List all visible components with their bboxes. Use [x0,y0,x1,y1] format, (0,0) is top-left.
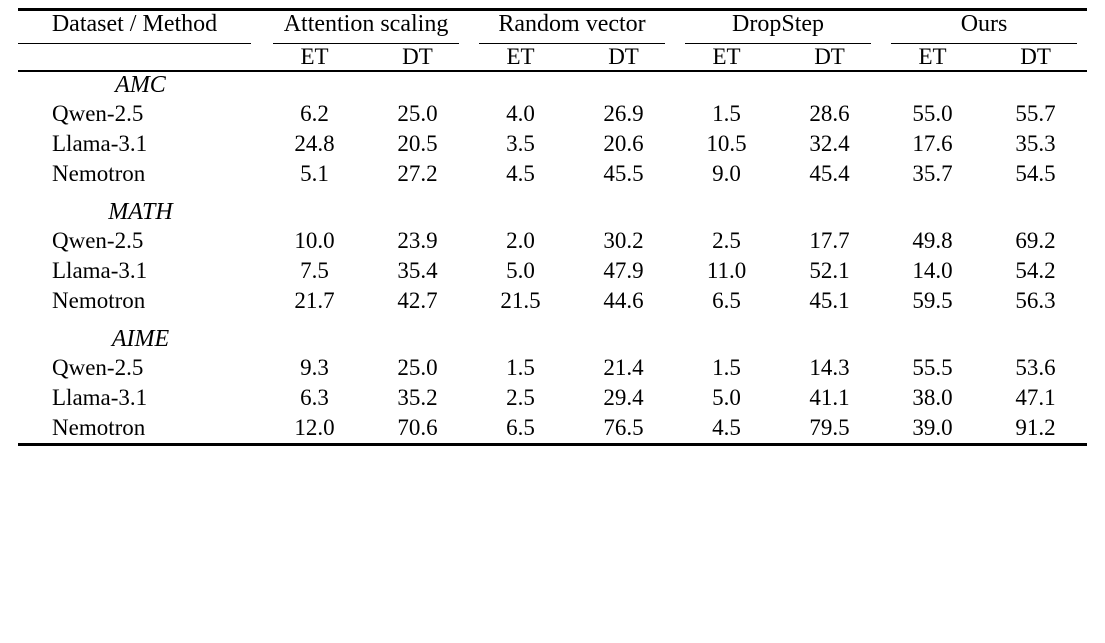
section-name: AMC [115,72,166,98]
table-row [18,413,1087,445]
header-method-group-label: Ours [891,11,1077,44]
table-cell-value: 4.5 [506,161,535,186]
table-body [18,10,1087,445]
table-cell-value: 55.5 [912,355,953,380]
row-model-name: Nemotron [52,288,146,313]
header-method-group-label: Attention scaling [273,11,459,44]
table-cell-value: 9.3 [300,355,329,380]
header-method-group [675,10,881,45]
table-cell-value: 55.0 [912,101,953,126]
table-cell-value: 69.2 [1015,228,1056,253]
table-cell-value: 5.0 [712,385,741,410]
header-metric: DT [984,44,1087,71]
table-cell-value: 79.5 [778,413,881,445]
table-cell-value: 20.5 [397,131,438,156]
table-cell-value: 5.0 [506,258,535,283]
table-cell-value: 52.1 [809,258,850,283]
table-cell-value: 9.0 [712,161,741,186]
table-cell-value: 42.7 [397,288,438,313]
table-cell-value: 25.0 [397,101,438,126]
row-model-name: Nemotron [18,413,263,445]
table-cell-value: 4.0 [506,101,535,126]
table-cell-value: 70.6 [366,413,469,445]
table-cell-value: 17.7 [809,228,850,253]
header-dataset-method-label: Dataset / Method [18,11,251,44]
row-model-name: Qwen-2.5 [52,228,144,253]
table-row [18,256,1087,286]
section-name: MATH [108,199,173,225]
table-header-groups [18,10,1087,45]
section-header-filler [263,326,1087,353]
table-cell-value: 20.6 [603,131,644,156]
table-cell-value: 54.5 [1015,161,1056,186]
row-model-name: Qwen-2.5 [52,101,144,126]
row-model-name: Nemotron [52,161,146,186]
table-cell-value: 91.2 [984,413,1087,445]
table-row [18,159,1087,189]
header-metric: ET [469,44,572,71]
table-cell-value: 3.5 [506,131,535,156]
table-row [18,129,1087,159]
table-cell-value: 25.0 [397,355,438,380]
row-model-name: Llama-3.1 [52,258,148,283]
table-cell-value: 35.2 [397,385,438,410]
table-cell-value: 4.5 [675,413,778,445]
table-cell-value: 7.5 [300,258,329,283]
table-cell-value: 38.0 [912,385,953,410]
table-cell-value: 2.5 [712,228,741,253]
table-cell-value: 6.5 [712,288,741,313]
table-cell-value: 14.0 [912,258,953,283]
table-cell-value: 47.9 [603,258,644,283]
section-spacer [18,316,1087,326]
header-metric: DT [572,44,675,71]
table-cell-value: 1.5 [712,101,741,126]
results-table [18,8,1087,446]
table-section-header [18,199,1087,226]
table-cell-value: 10.5 [706,131,747,156]
table-cell-value: 2.0 [506,228,535,253]
table-cell-value: 1.5 [506,355,535,380]
row-model-name: Llama-3.1 [52,385,148,410]
table-cell-value: 76.5 [572,413,675,445]
header-metric: ET [675,44,778,71]
table-cell-value: 11.0 [706,258,747,283]
header-method-group-label: Random vector [479,11,665,44]
table-section-header [18,71,1087,99]
section-spacer-cell [18,189,1087,199]
table-cell-value: 10.0 [294,228,335,253]
table-cell-value: 49.8 [912,228,953,253]
header-dataset-method [18,10,263,45]
table-row [18,353,1087,383]
section-header-filler [263,71,1087,99]
table-cell-value: 35.4 [397,258,438,283]
table-cell-value: 17.6 [912,131,953,156]
header-method-group-label: DropStep [685,11,871,44]
table-cell-value: 30.2 [603,228,644,253]
table-cell-value: 39.0 [881,413,984,445]
table-cell-value: 56.3 [1015,288,1056,313]
table-cell-value: 14.3 [809,355,850,380]
table-cell-value: 23.9 [397,228,438,253]
table-cell-value: 12.0 [263,413,366,445]
table-cell-value: 27.2 [397,161,438,186]
table-cell-value: 44.6 [603,288,644,313]
header-metric: ET [881,44,984,71]
table-cell-value: 53.6 [1015,355,1056,380]
section-spacer-cell [18,316,1087,326]
table-section-header [18,326,1087,353]
table-row [18,286,1087,316]
table-cell-value: 24.8 [294,131,335,156]
table-cell-value: 45.1 [809,288,850,313]
table-cell-value: 29.4 [603,385,644,410]
table-cell-value: 21.4 [603,355,644,380]
table-cell-value: 45.5 [603,161,644,186]
table-cell-value: 5.1 [300,161,329,186]
table-cell-value: 45.4 [809,161,850,186]
header-method-group [469,10,675,45]
section-header-filler [263,199,1087,226]
header-method-group [263,10,469,45]
table-cell-value: 6.5 [469,413,572,445]
table-cell-value: 21.5 [500,288,541,313]
table-cell-value: 54.2 [1015,258,1056,283]
table-cell-value: 6.2 [300,101,329,126]
header-method-group [881,10,1087,45]
header-metric: ET [263,44,366,71]
header-metric-spacer [18,44,263,71]
table-cell-value: 55.7 [1015,101,1056,126]
table-cell-value: 35.3 [1015,131,1056,156]
table-cell-value: 2.5 [506,385,535,410]
row-model-name: Llama-3.1 [52,131,148,156]
table-cell-value: 6.3 [300,385,329,410]
table-cell-value: 32.4 [809,131,850,156]
table-cell-value: 47.1 [1015,385,1056,410]
row-model-name: Qwen-2.5 [52,355,144,380]
table-cell-value: 59.5 [912,288,953,313]
table-cell-value: 41.1 [809,385,850,410]
table-row [18,383,1087,413]
table-cell-value: 28.6 [809,101,850,126]
header-metric: DT [366,44,469,71]
table-cell-value: 26.9 [603,101,644,126]
table-cell-value: 1.5 [712,355,741,380]
table-cell-value: 21.7 [294,288,335,313]
header-metric: DT [778,44,881,71]
table-row [18,226,1087,256]
section-spacer [18,189,1087,199]
table-cell-value: 35.7 [912,161,953,186]
section-name: AIME [111,326,170,352]
table-row [18,99,1087,129]
table-header-metrics [18,44,1087,71]
